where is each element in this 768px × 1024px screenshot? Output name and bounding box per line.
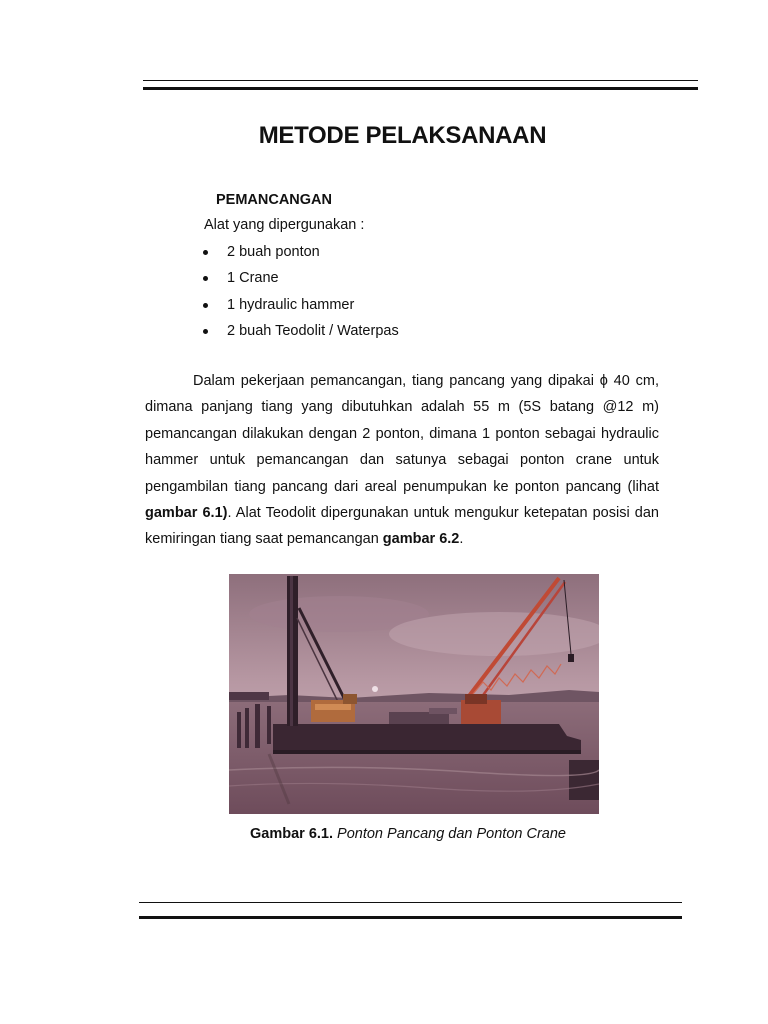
list-item: 2 buah ponton [200, 239, 399, 265]
caption-label: Gambar 6.1. [249, 826, 333, 842]
figure-reference: gambar 6.1) [145, 505, 228, 522]
figure-caption [0, 826, 768, 842]
figure-reference: gambar 6.2 [382, 531, 460, 548]
list-item: 1 Crane [200, 265, 399, 291]
footer-rule-thick [139, 916, 682, 919]
footer-rule-thin [139, 902, 682, 903]
page-title: METODE PELAKSANAAN [258, 122, 547, 149]
section-heading: PEMANCANGAN [216, 192, 332, 208]
paragraph-text: . [459, 531, 464, 548]
caption-text: Ponton Pancang dan Ponton Crane [337, 826, 566, 842]
header-rule-thin [143, 80, 698, 81]
figure-photo [229, 574, 599, 814]
list-item: 2 buah Teodolit / Waterpas [200, 318, 399, 344]
body-paragraph [145, 368, 659, 553]
header-rule-thick [143, 87, 698, 90]
tools-intro-label: Alat yang dipergunakan : [204, 217, 365, 233]
paragraph-text: . Alat Teodolit dipergunakan untuk mengukur ketepatan posisi dan kemiringan tiang saat pemancangan [145, 505, 659, 548]
paragraph-text: Dalam pekerjaan pemancangan, tiang pancang yang dipakai ϕ 40 cm, dimana panjang tiang yang dibutuhkan adalah 55 m (5S batang @12 m) pemancangan dilakukan dengan 2 ponton, dimana 1 ponton sebagai hydraulic hammer untuk pemancangan dan satunya sebagai ponton crane untuk pengambilan tiang pancang dari areal penumpukan ke ponton pancang (lihat [145, 373, 659, 495]
list-item: 1 hydraulic hammer [200, 292, 399, 318]
tools-list [200, 239, 399, 344]
